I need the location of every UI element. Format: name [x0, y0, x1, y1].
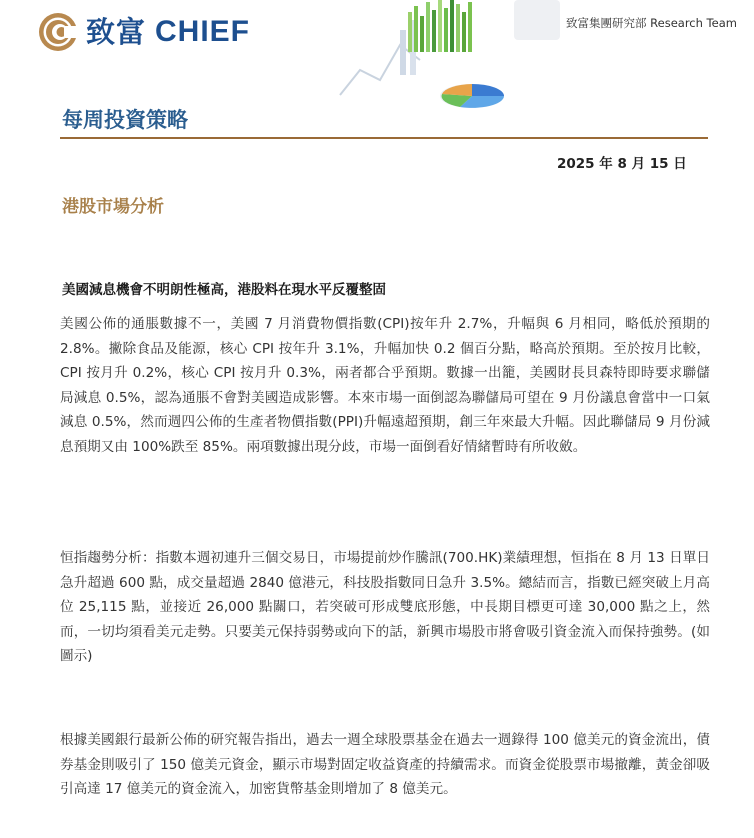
chief-logo-icon — [38, 12, 78, 52]
paragraph-inflation: 美國公佈的通脹數據不一，美國 7 月消費物價指數(CPI)按年升 2.7%，升幅與 6 月相同，略低於預期的 2.8%。撇除食品及能源，核心 CPI 按年升 3.1%，升幅加快 0.2 個百分點，略高於預期。至於按月比較，CPI 按月升 0.2%，核心 CPI 按月升 0.3%，兩者都合乎預期。數據一出籠，美國財長貝森特即時要求聯儲局減息 0.5%，認為通脹不會對美國造成影響。本來市場一面倒認為聯儲局可望在 9 月份議息會當中一口氣減息 0.5%，然而週四公佈的生產者物價指數(PPI)升幅遠超預期，創三年來最大升幅。因此聯儲局 9 月份減息預期又由 100%跌至 85%。兩項數據出現分歧，市場一面倒看好情緒暫時有所收斂。 — [60, 316, 710, 455]
paragraph-hsi-trend: 恒指趨勢分析：指數本週初連升三個交易日，市場提前炒作騰訊(700.HK)業績理想，恒指在 8 月 13 日單日急升超過 600 點，成交量超過 2840 億港元，科技股指數同日急升 3.5%。總結而言，指數已經突破上月高位 25,115 點，並接近 26,000 點關口，若突破可形成雙底形態，中長期目標更可達 30,000 點之上，然而，一切均須看美元走勢。只要美元保持弱勢或向下的話，新興市場股市將會吸引資金流入而保持強勢。(如圖示) — [60, 550, 710, 665]
brand-name-en: CHIEF — [155, 15, 250, 48]
section-heading: 港股市場分析 — [62, 197, 164, 217]
page-title: 每周投資策略 — [62, 108, 188, 132]
research-team-label: 致富集團研究部 Research Team — [566, 16, 737, 30]
brand-name-cn: 致富 — [86, 15, 147, 49]
report-date: 2025 年 8 月 15 日 — [557, 156, 687, 172]
title-divider — [60, 137, 708, 139]
decorative-charts-icon — [330, 0, 560, 110]
paragraph-fund-flows: 根據美國銀行最新公佈的研究報告指出，過去一週全球股票基金在過去一週錄得 100 億美元的資金流出，債券基金則吸引了 150 億美元資金，顯示市場對固定收益資產的持續需求。而資金從股票市場撤離，黃金卻吸引高達 17 億美元的資金流入，加密貨幣基金則增加了 8 億美元。 — [60, 732, 710, 798]
report-header — [0, 0, 754, 106]
article-headline: 美國減息機會不明朗性極高，港股料在現水平反覆整固 — [62, 282, 386, 298]
